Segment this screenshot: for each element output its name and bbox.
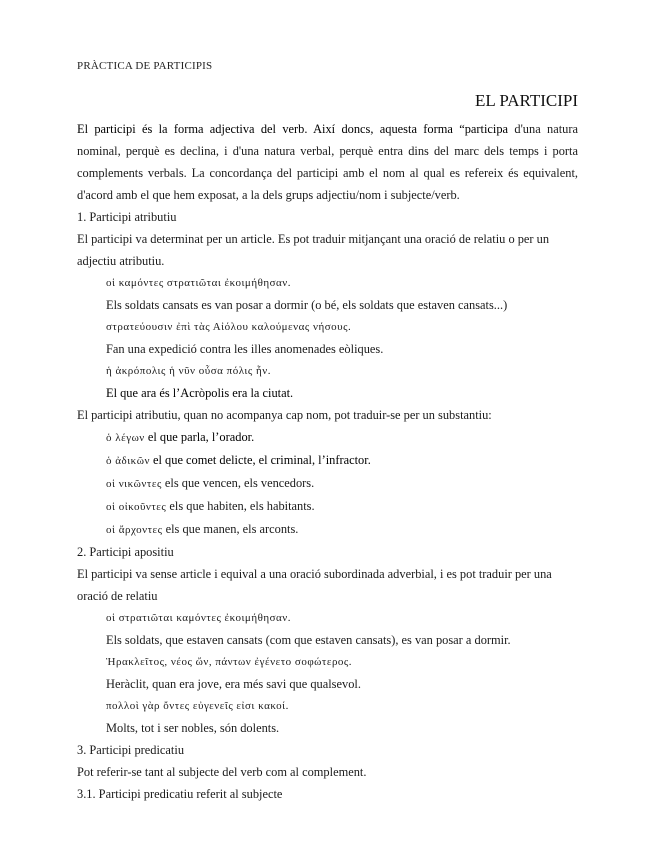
section-text-atributiu: El participi va determinat per un article. Es pot traduir mitjançant una oració de relatiu o per un adjectiu atributiu. (77, 232, 550, 268)
greek-example: ἡ ἀκρόπολις ἡ νῦν οὖσα πόλις ἦν. (106, 365, 271, 377)
translation: Els soldats, que estaven cansats (com que estaven cansats), es van posar a dormir. (106, 633, 511, 647)
intro-rest: d'una natura nominal, perquè es declina, i d'una natura verbal, perquè entra dins del marc dels temps i porta complements verbals. La concordança del participi amb el nom al qual es refereix és equivalent, d'acord amb el que hem exposat, a la dels grups adjectiu/nom i subjecte/verb. (77, 122, 578, 202)
greek-term: οἱ ἄρχοντες (106, 524, 163, 536)
greek-example: στρατεύουσιν ἐπὶ τὰς Αἰόλου καλούμενας νήσους. (106, 321, 352, 333)
translation: Heràclit, quan era jove, era més savi que qualsevol. (106, 677, 361, 691)
section-heading-apositiu: 2. Participi apositiu (77, 545, 174, 559)
term-translation: els que habiten, els habitants. (166, 499, 315, 513)
document-body (77, 118, 578, 805)
substantive-item (77, 518, 578, 541)
substantive-text: El participi atributiu, quan no acompanya cap nom, pot traduir-se per un substantiu: (77, 408, 492, 422)
intro-paragraph (77, 118, 578, 206)
section-text-predicatiu: Pot referir-se tant al subjecte del verb com al complement. (77, 765, 367, 779)
greek-term: οἱ οἰκοῦντες (106, 501, 167, 513)
translation: Els soldats cansats es van posar a dormir (o bé, els soldats que estaven cansats...) (106, 298, 508, 312)
substantive-item (77, 449, 578, 472)
subsection-heading: 3.1. Participi predicatiu referit al subjecte (77, 787, 283, 801)
intro-lead: El participi és la forma adjectiva del verb. Així doncs, aquesta forma “participa (77, 122, 509, 136)
term-translation: els que vencen, els vencedors. (161, 476, 315, 490)
term-translation: els que manen, els arconts. (162, 522, 299, 536)
translation: Fan una expedició contra les illes anomenades eòliques. (106, 342, 384, 356)
page-title: EL PARTICIPI (474, 91, 578, 110)
greek-example: Ἡρακλεῖτος, νέος ὤν, πάντων ἐγένετο σοφώτερος. (106, 656, 353, 668)
section-text-apositiu: El participi va sense article i equival a una oració subordinada adverbial, i es pot traduir per una oració de relatiu (77, 567, 552, 603)
term-translation: el que comet delicte, el criminal, l’infractor. (149, 453, 371, 467)
substantive-item (77, 495, 578, 518)
document-header: PRÀCTICA DE PARTICIPIS (77, 60, 213, 72)
substantive-item (77, 472, 578, 495)
greek-example: οἱ καμόντες στρατιῶται ἐκοιμήθησαν. (106, 277, 292, 289)
translation: El que ara és l’Acròpolis era la ciutat. (106, 386, 294, 400)
greek-term: ὁ ἀδικῶν (106, 455, 150, 467)
substantive-item (77, 426, 578, 449)
translation: Molts, tot i ser nobles, són dolents. (106, 721, 280, 735)
greek-example: οἱ στρατιῶται καμόντες ἐκοιμήθησαν. (106, 612, 292, 624)
greek-term: οἱ νικῶντες (106, 478, 162, 490)
greek-term: ὁ λέγων (106, 432, 145, 444)
greek-example: πολλοὶ γὰρ ὄντες εὐγενεῖς εἰσι κακοί. (106, 700, 289, 712)
section-heading-predicatiu: 3. Participi predicatiu (77, 743, 185, 757)
section-heading-atributiu: 1. Participi atributiu (77, 210, 177, 224)
term-translation: el que parla, l’orador. (144, 430, 255, 444)
